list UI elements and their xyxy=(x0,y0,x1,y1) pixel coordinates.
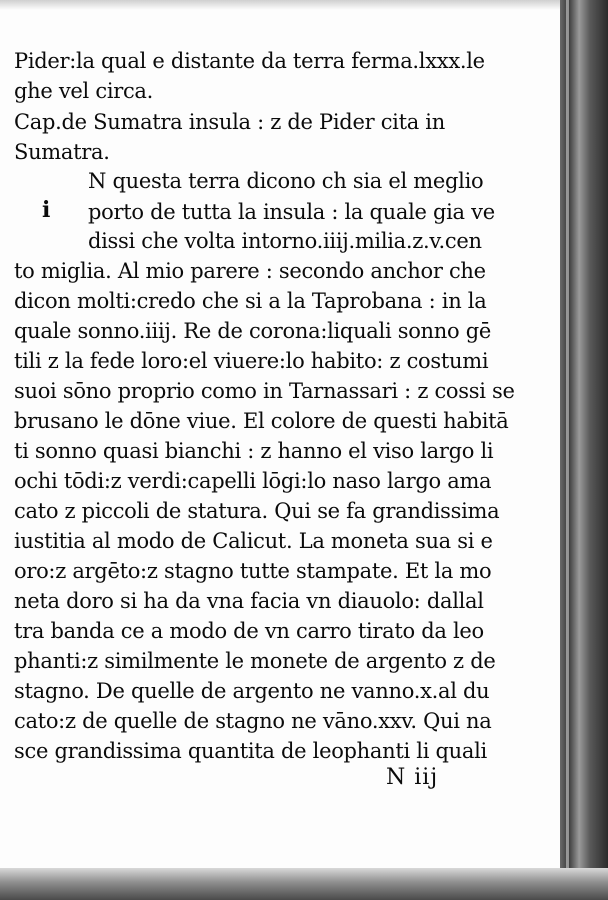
text-line: to miglia. Al mio parere : secondo anchor che xyxy=(14,259,486,283)
text-line: brusano le dōne viue. El colore de questi habitā xyxy=(14,409,509,433)
chapter-heading: Sumatra. xyxy=(14,140,110,164)
text-line: stagno. De quelle de argento ne vanno.x.al du xyxy=(14,679,490,703)
text-line: neta doro si ha da vna facia vn diauolo: dallal xyxy=(14,589,484,613)
text-line: N questa terra dicono ch sia el meglio xyxy=(88,169,484,193)
text-line: quale sonno.iiij. Re de corona:liquali sonno gē xyxy=(14,319,491,343)
book-binding-edge xyxy=(560,0,608,900)
text-line: dissi che volta intorno.iiij.milia.z.v.cen xyxy=(88,229,482,253)
chapter-heading: Cap.de Sumatra insula : z de Pider cita in xyxy=(14,110,445,134)
text-line: sce grandissima quantita de leophanti li quali xyxy=(14,739,487,763)
signature-mark: N iij xyxy=(386,765,439,790)
text-line: ti sonno quasi bianchi : z hanno el viso largo li xyxy=(14,439,494,463)
text-line: ochi tōdi:z verdi:capelli lōgi:lo naso largo ama xyxy=(14,469,492,493)
text-line: cato z piccoli de statura. Qui se fa grandissima xyxy=(14,499,500,523)
text-line: suoi sōno proprio como in Tarnassari : z cossi se xyxy=(14,379,515,403)
margin-mark: i xyxy=(42,197,51,223)
text-line: oro:z argēto:z stagno tutte stampate. Et la mo xyxy=(14,559,492,583)
text-line: tili z la fede loro:el viuere:lo habito: z costumi xyxy=(14,349,489,373)
text-line: dicon molti:credo che si a la Taprobana : in la xyxy=(14,289,487,313)
page-top-edge xyxy=(0,0,560,10)
page-bottom-edge xyxy=(0,868,608,900)
text-line: porto de tutta la insula : la quale gia ve xyxy=(88,200,495,224)
text-line: cato:z de quelle de stagno ne vāno.xxv. Qui na xyxy=(14,709,492,733)
text-line: iustitia al modo de Calicut. La moneta sua si e xyxy=(14,529,493,553)
text-line: phanti:z similmente le monete de argento z de xyxy=(14,649,496,673)
text-line: tra banda ce a modo de vn carro tirato da leo xyxy=(14,619,484,643)
text-line: ghe vel circa. xyxy=(14,79,154,103)
text-line: Pider:la qual e distante da terra ferma.lxxx.le xyxy=(14,49,485,73)
